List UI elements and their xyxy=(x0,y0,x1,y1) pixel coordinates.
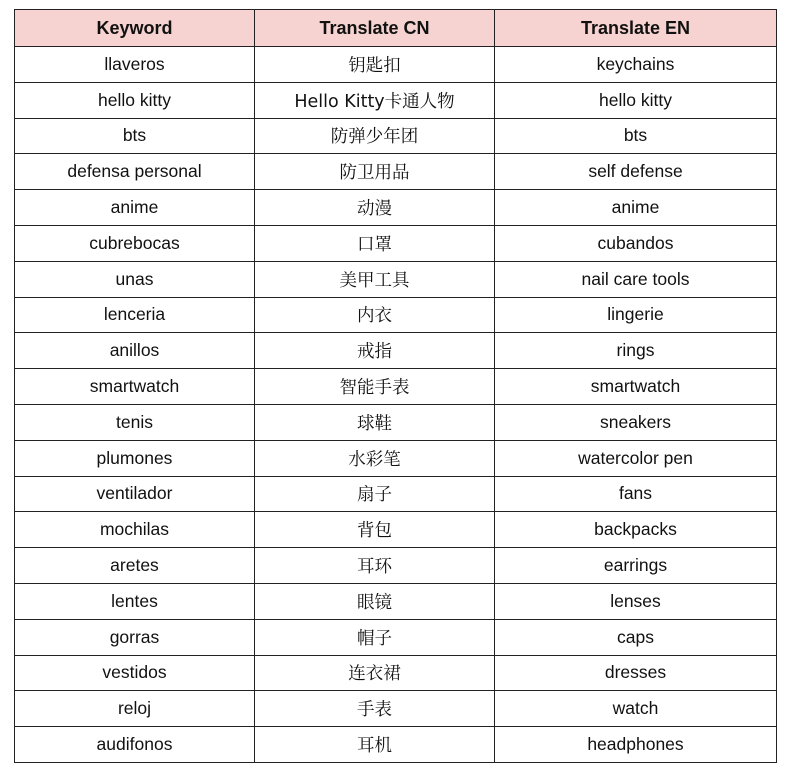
translate-cn-cell[interactable]: 内衣 xyxy=(255,297,495,333)
table-row xyxy=(15,583,777,619)
keyword-cell[interactable]: smartwatch xyxy=(15,369,255,405)
translate-cn-cell[interactable]: 智能手表 xyxy=(255,369,495,405)
translate-en-cell[interactable]: earrings xyxy=(495,548,777,584)
keyword-cell[interactable]: defensa personal xyxy=(15,154,255,190)
table-row xyxy=(15,691,777,727)
keyword-cell[interactable]: llaveros xyxy=(15,47,255,83)
keyword-cell[interactable]: unas xyxy=(15,261,255,297)
translate-en-cell[interactable]: cubandos xyxy=(495,225,777,261)
translate-en-cell[interactable]: anime xyxy=(495,190,777,226)
table-row xyxy=(15,190,777,226)
translate-en-cell[interactable]: lenses xyxy=(495,583,777,619)
translate-en-cell[interactable]: sneakers xyxy=(495,404,777,440)
table-row xyxy=(15,261,777,297)
keyword-cell[interactable]: bts xyxy=(15,118,255,154)
keyword-cell[interactable]: vestidos xyxy=(15,655,255,691)
translate-cn-cell[interactable]: 眼镜 xyxy=(255,583,495,619)
keyword-cell[interactable]: ventilador xyxy=(15,476,255,512)
header-keyword[interactable]: Keyword xyxy=(15,10,255,47)
table-row xyxy=(15,512,777,548)
translate-cn-cell[interactable]: 钥匙扣 xyxy=(255,47,495,83)
translate-cn-cell[interactable]: 耳机 xyxy=(255,727,495,763)
translate-cn-cell[interactable]: 口罩 xyxy=(255,225,495,261)
table-row xyxy=(15,619,777,655)
keyword-cell[interactable]: anime xyxy=(15,190,255,226)
translate-cn-cell[interactable]: 防弹少年团 xyxy=(255,118,495,154)
translate-en-cell[interactable]: bts xyxy=(495,118,777,154)
header-translate-en[interactable]: Translate EN xyxy=(495,10,777,47)
keyword-cell[interactable]: mochilas xyxy=(15,512,255,548)
keyword-cell[interactable]: lenceria xyxy=(15,297,255,333)
translate-en-cell[interactable]: fans xyxy=(495,476,777,512)
translate-cn-cell[interactable]: 防卫用品 xyxy=(255,154,495,190)
keyword-cell[interactable]: reloj xyxy=(15,691,255,727)
header-row xyxy=(15,10,777,47)
translate-en-cell[interactable]: dresses xyxy=(495,655,777,691)
translate-cn-cell[interactable]: 手表 xyxy=(255,691,495,727)
keyword-translation-table xyxy=(14,9,777,763)
translate-cn-cell[interactable]: 美甲工具 xyxy=(255,261,495,297)
keyword-cell[interactable]: cubrebocas xyxy=(15,225,255,261)
table-row xyxy=(15,82,777,118)
keyword-cell[interactable]: tenis xyxy=(15,404,255,440)
translate-en-cell[interactable]: watercolor pen xyxy=(495,440,777,476)
keyword-cell[interactable]: plumones xyxy=(15,440,255,476)
keyword-cell[interactable]: gorras xyxy=(15,619,255,655)
translate-cn-cell[interactable]: Hello Kitty卡通人物 xyxy=(255,82,495,118)
keyword-cell[interactable]: audifonos xyxy=(15,727,255,763)
keyword-cell[interactable]: lentes xyxy=(15,583,255,619)
translate-en-cell[interactable]: lingerie xyxy=(495,297,777,333)
translate-cn-cell[interactable]: 动漫 xyxy=(255,190,495,226)
table-row xyxy=(15,47,777,83)
table-row xyxy=(15,118,777,154)
translate-en-cell[interactable]: nail care tools xyxy=(495,261,777,297)
translate-cn-cell[interactable]: 背包 xyxy=(255,512,495,548)
keyword-translation-sheet xyxy=(14,9,777,763)
table-body xyxy=(15,47,777,763)
translate-cn-cell[interactable]: 水彩笔 xyxy=(255,440,495,476)
translate-cn-cell[interactable]: 帽子 xyxy=(255,619,495,655)
keyword-cell[interactable]: aretes xyxy=(15,548,255,584)
translate-en-cell[interactable]: rings xyxy=(495,333,777,369)
translate-en-cell[interactable]: self defense xyxy=(495,154,777,190)
table-row xyxy=(15,548,777,584)
translate-en-cell[interactable]: hello kitty xyxy=(495,82,777,118)
table-row xyxy=(15,297,777,333)
translate-en-cell[interactable]: keychains xyxy=(495,47,777,83)
table-row xyxy=(15,655,777,691)
translate-en-cell[interactable]: smartwatch xyxy=(495,369,777,405)
translate-en-cell[interactable]: watch xyxy=(495,691,777,727)
table-row xyxy=(15,440,777,476)
table-row xyxy=(15,476,777,512)
translate-en-cell[interactable]: backpacks xyxy=(495,512,777,548)
translate-cn-cell[interactable]: 扇子 xyxy=(255,476,495,512)
header-translate-cn[interactable]: Translate CN xyxy=(255,10,495,47)
table-row xyxy=(15,225,777,261)
translate-cn-cell[interactable]: 耳环 xyxy=(255,548,495,584)
table-row xyxy=(15,333,777,369)
table-row xyxy=(15,404,777,440)
keyword-cell[interactable]: hello kitty xyxy=(15,82,255,118)
table-row xyxy=(15,727,777,763)
translate-en-cell[interactable]: caps xyxy=(495,619,777,655)
translate-cn-cell[interactable]: 戒指 xyxy=(255,333,495,369)
table-row xyxy=(15,154,777,190)
table-row xyxy=(15,369,777,405)
translate-cn-cell[interactable]: 连衣裙 xyxy=(255,655,495,691)
keyword-cell[interactable]: anillos xyxy=(15,333,255,369)
translate-cn-cell[interactable]: 球鞋 xyxy=(255,404,495,440)
translate-en-cell[interactable]: headphones xyxy=(495,727,777,763)
